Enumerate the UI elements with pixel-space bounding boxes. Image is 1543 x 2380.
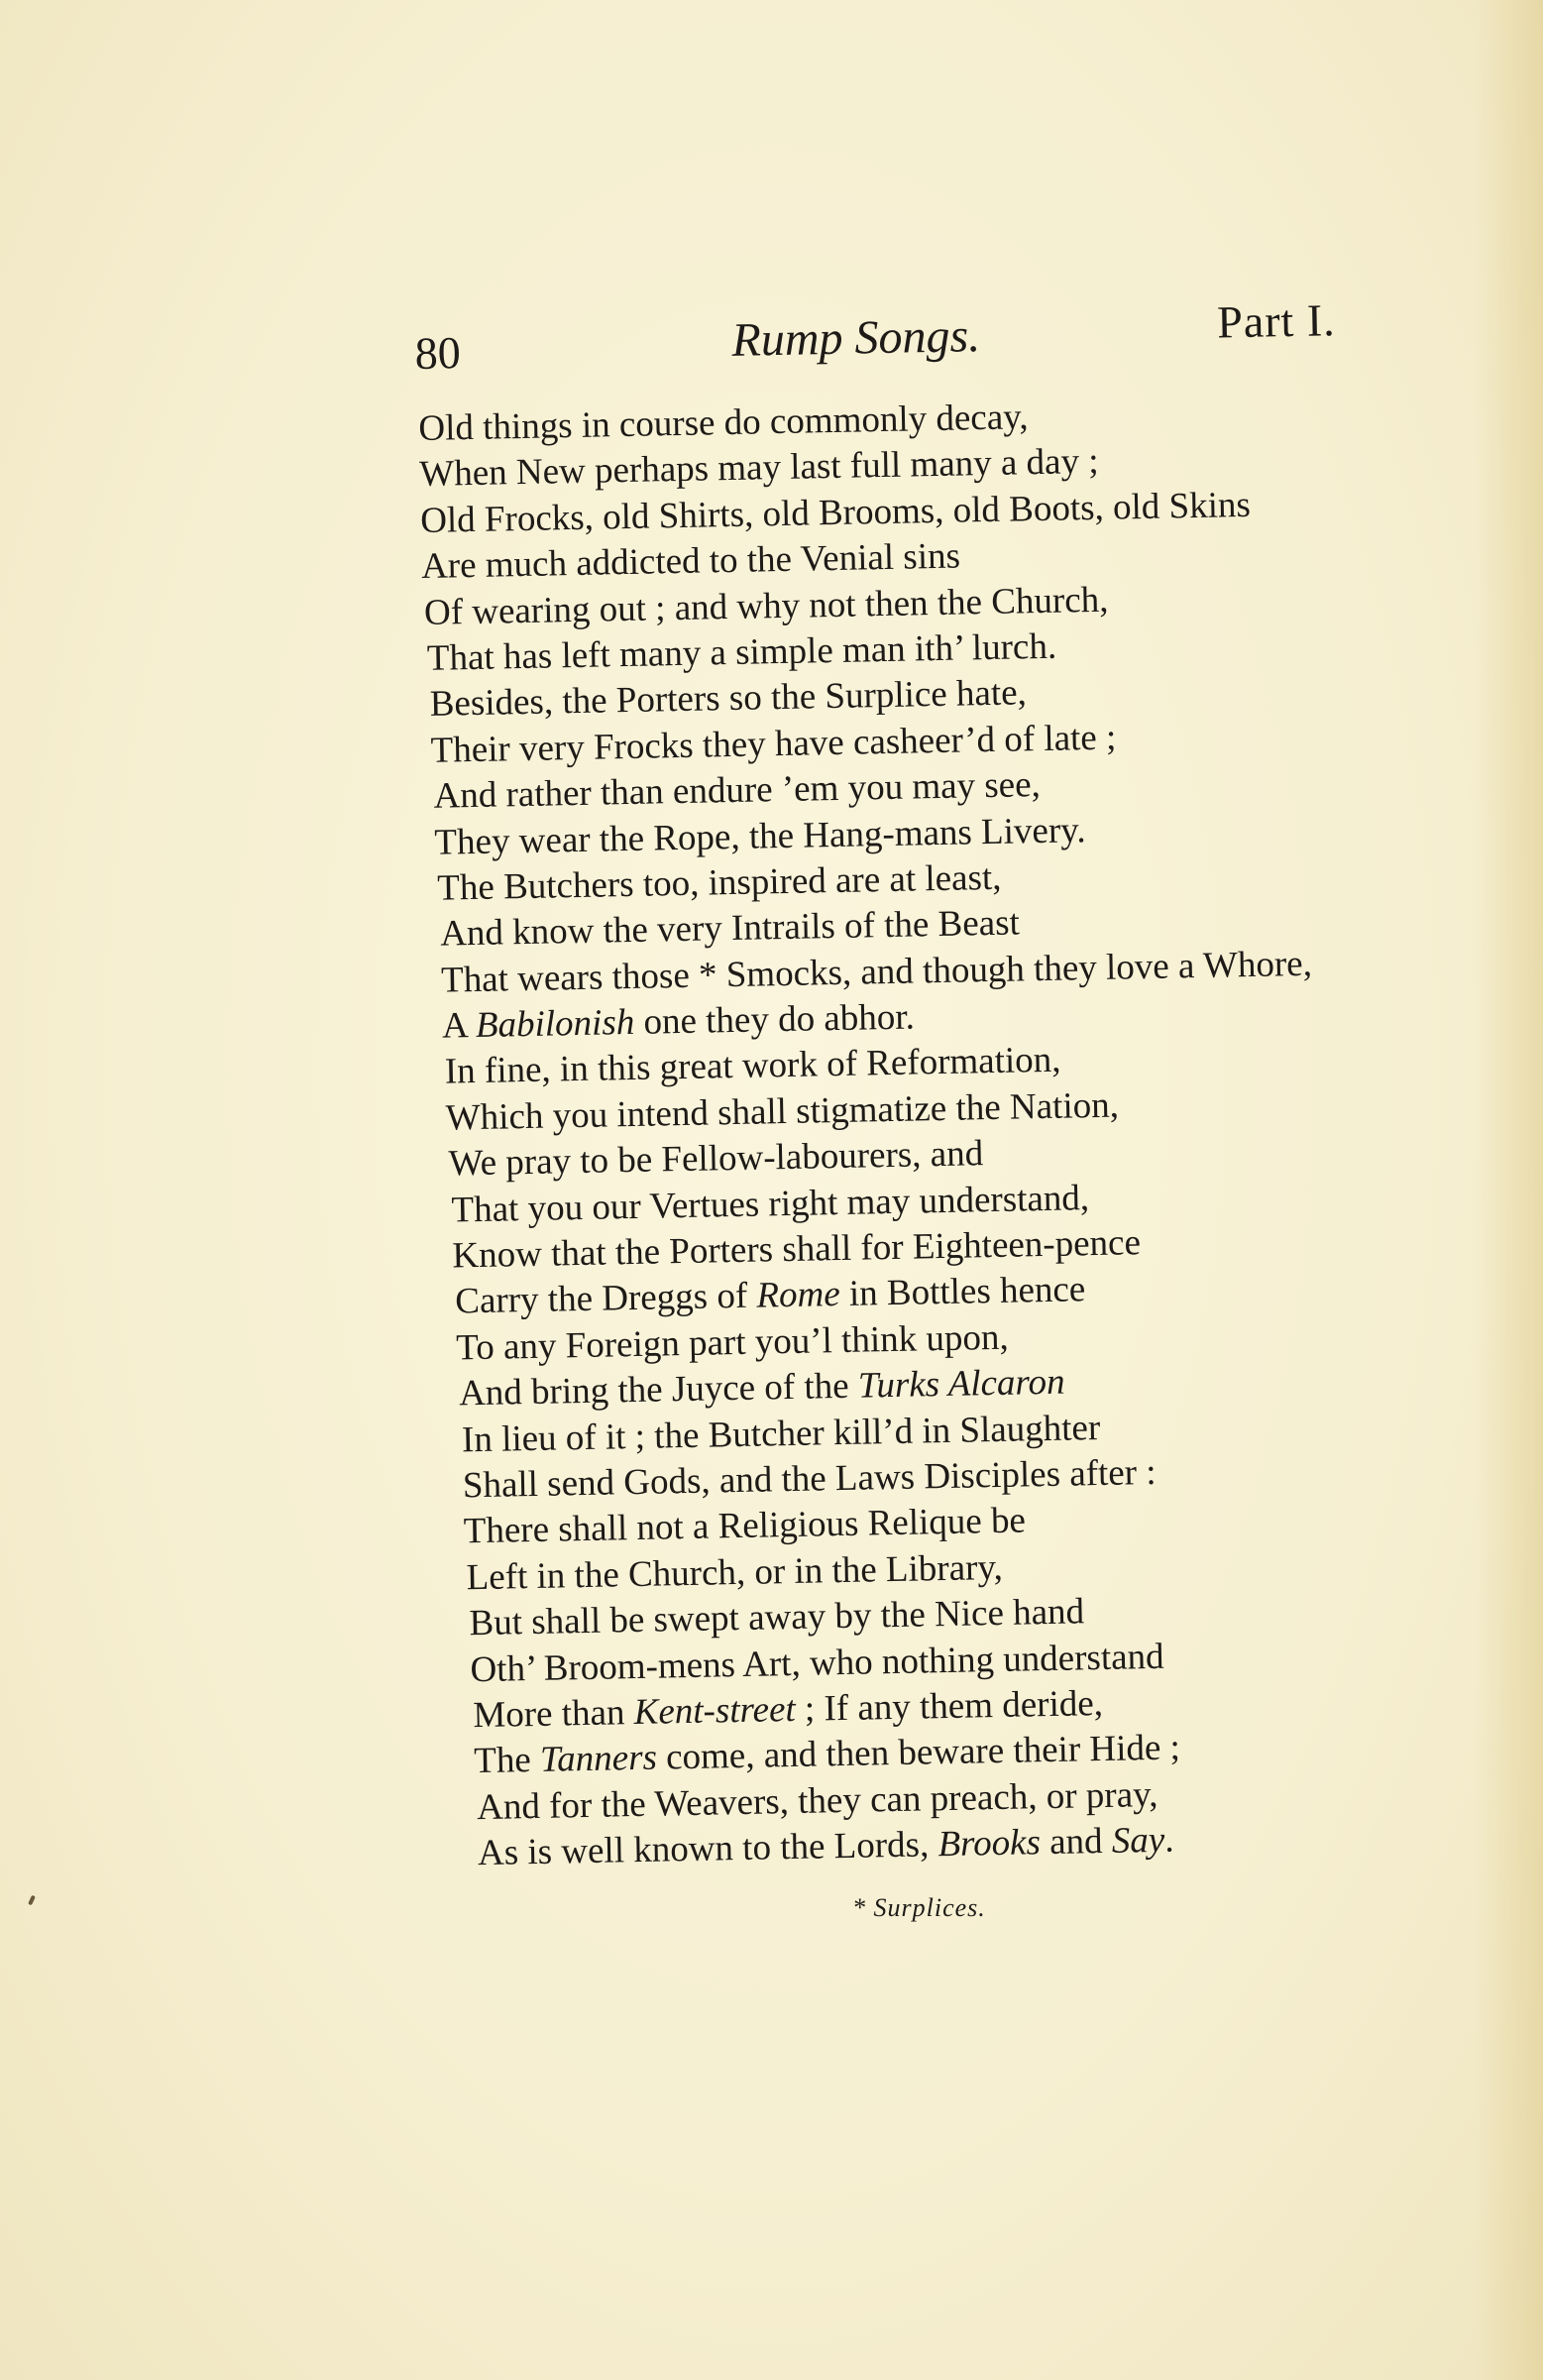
poem-text-segment: A: [441, 1005, 477, 1047]
poem-text-segment: Of wearing out ; and why not then the Church,: [423, 579, 1109, 633]
poem-italic-text: Turks Alcaron: [857, 1361, 1065, 1407]
footnote: * Surplices.: [852, 1893, 986, 1922]
paper-speck: [28, 1895, 36, 1906]
page-edge-shadow: [1474, 0, 1543, 2380]
poem-text-segment: Which you intend shall stigmatize the Nation,: [445, 1084, 1120, 1139]
poem-text-segment: And for the Weavers, they can preach, or pray,: [476, 1773, 1158, 1828]
poem-text-segment: And know the very Intrails of the Beast: [439, 902, 1021, 955]
poem-italic-text: Rome: [756, 1274, 841, 1317]
poem-text-segment: But shall be swept away by the Nice hand: [469, 1591, 1085, 1644]
page-number: 80: [414, 327, 462, 379]
poem-italic-text: Say: [1111, 1819, 1165, 1862]
poem-text-segment: They wear the Rope, the Hang-mans Livery.: [434, 809, 1086, 863]
running-title: Rump Songs.: [730, 309, 981, 367]
poem-text-segment: one they do abhor.: [633, 996, 916, 1043]
poem-text-segment: That has left many a simple man ith’ lurch.: [426, 625, 1057, 679]
poem-text-segment: And bring the Juyce of the: [458, 1365, 859, 1415]
poem-text-segment: To any Foreign part you’l think upon,: [455, 1316, 1010, 1369]
poem-text-segment: The: [473, 1740, 541, 1782]
poem-text-segment: And rather than endure ’em you may see,: [433, 764, 1042, 817]
poem-text-segment: come, and then beware their Hide ;: [656, 1727, 1181, 1778]
poem-text-segment: .: [1163, 1819, 1174, 1861]
poem-text-segment: There shall not a Religious Relique be: [463, 1500, 1027, 1552]
poem-text-segment: The Butchers too, inspired are at least,: [436, 856, 1002, 909]
poem-text-segment: Carry the Dreggs of: [454, 1276, 757, 1322]
poem-text-segment: Left in the Church, or in the Library,: [466, 1546, 1004, 1599]
poem-text-segment: Old things in course do commonly decay,: [418, 397, 1029, 449]
poem-text-segment: in Bottles hence: [839, 1269, 1086, 1315]
poem-text-segment: When New perhaps may last full many a day ;: [418, 441, 1099, 496]
poem-italic-text: Kent-street: [633, 1688, 797, 1733]
part-label: Part I.: [1216, 294, 1337, 348]
poem-text-segment: In fine, in this great work of Reformation,: [444, 1040, 1061, 1093]
poem-text-segment: Their very Frocks they have casheer’d of late ;: [430, 717, 1117, 771]
poem-italic-text: Babilonish: [475, 1002, 635, 1047]
running-head: [414, 294, 1367, 389]
poem-text-segment: That wears those * Smocks, and though they love a Whore,: [440, 943, 1313, 1001]
poem-text-segment: That you our Vertues right may understand,: [451, 1177, 1090, 1231]
poem-text-segment: Shall send Gods, and the Laws Disciples after :: [462, 1451, 1157, 1507]
poem-text-segment: Know that the Porters shall for Eighteen-pence: [452, 1222, 1142, 1277]
poem-text-segment: ; If any them deride,: [795, 1682, 1104, 1730]
poem-italic-text: Tanners: [539, 1737, 658, 1781]
poem-text-segment: We pray to be Fellow-labourers, and: [448, 1133, 984, 1185]
poem-italic-text: Brooks: [937, 1822, 1042, 1866]
poem-text-segment: More than: [472, 1692, 635, 1737]
poem-text-segment: As is well known to the Lords,: [477, 1824, 938, 1874]
poem-text: [418, 388, 1417, 1877]
poem-text-segment: Oth’ Broom-mens Art, who nothing understand: [470, 1636, 1164, 1690]
poem-text-segment: In lieu of it ; the Butcher kill’d in Slaughter: [461, 1407, 1101, 1460]
poem-text-segment: Besides, the Porters so the Surplice hate,: [429, 672, 1028, 726]
poem-text-segment: Old Frocks, old Shirts, old Brooms, old Boots, old Skins: [419, 484, 1252, 541]
poem-text-segment: and: [1040, 1820, 1113, 1864]
poem-text-segment: Are much addicted to the Venial sins: [420, 535, 961, 588]
